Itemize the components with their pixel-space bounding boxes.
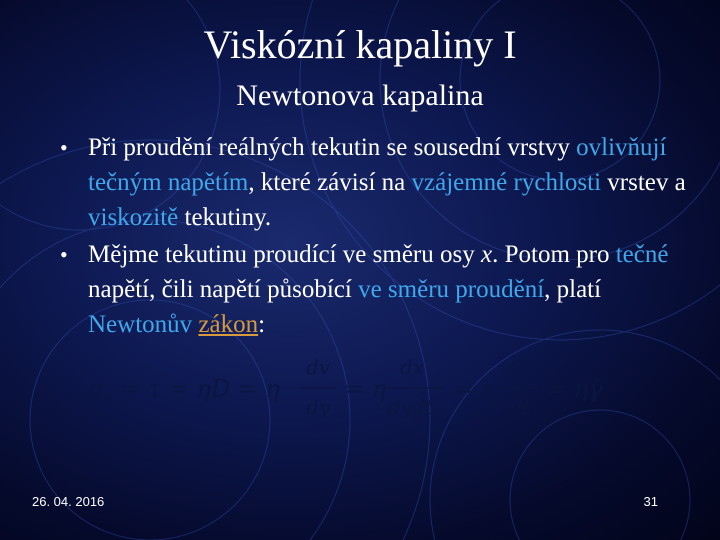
bullet-dot-icon: •: [60, 242, 68, 267]
eq-part-3: = η: [454, 375, 497, 403]
bullet-dot-icon: •: [60, 135, 68, 160]
highlight-term: Newtonův: [88, 311, 193, 338]
eq-frac2-den: dydt: [388, 395, 433, 419]
zakon-link[interactable]: zákon: [198, 311, 259, 338]
highlight-term: ovlivňují tečným napětím: [88, 134, 667, 196]
newton-law-equation: [88, 352, 628, 442]
eq-frac3-num: dγ: [508, 355, 533, 379]
highlight-term: tečné: [615, 241, 669, 268]
slide-title: Viskózní kapaliny I: [203, 22, 517, 67]
bullet-text: Při proudění reálných tekutin se sousední vrstvy ovlivňují tečným napětím, které závisí na vzájemné rychlosti vrstev a viskozitě tekutiny.: [88, 134, 686, 231]
eq-part-4: = ηγ̇: [546, 375, 603, 403]
bullet-item-1: [60, 130, 700, 235]
highlight-term: vzájemné rychlosti: [411, 169, 602, 196]
bullet-list: [60, 130, 700, 344]
bullet-item-2: [60, 237, 700, 342]
eq-part-1: = τ = ηD = η: [120, 375, 280, 403]
eq-frac1-num: dv: [306, 355, 331, 379]
bullet-text: Mějme tekutinu proudící ve směru osy x. Potom pro tečné napětí, čili napětí působící ve směru proudění, platí Newtonův zákon:: [88, 241, 669, 338]
slide-number: 31: [643, 494, 658, 509]
highlight-term: viskozitě: [88, 204, 179, 231]
eq-frac1-den: dy: [306, 395, 331, 419]
footer-date: 26. 04. 2016: [32, 494, 105, 509]
eq-sigma: σ: [88, 375, 105, 403]
eq-frac3-den: dt: [510, 395, 531, 419]
eq-part-2: = η: [344, 375, 387, 403]
slide-subtitle: Newtonova kapalina: [236, 79, 484, 112]
eq-frac2-num: dx: [400, 355, 425, 379]
highlight-term: ve směru proudění: [358, 276, 545, 303]
eq-sigma-sub: x: [103, 392, 111, 408]
